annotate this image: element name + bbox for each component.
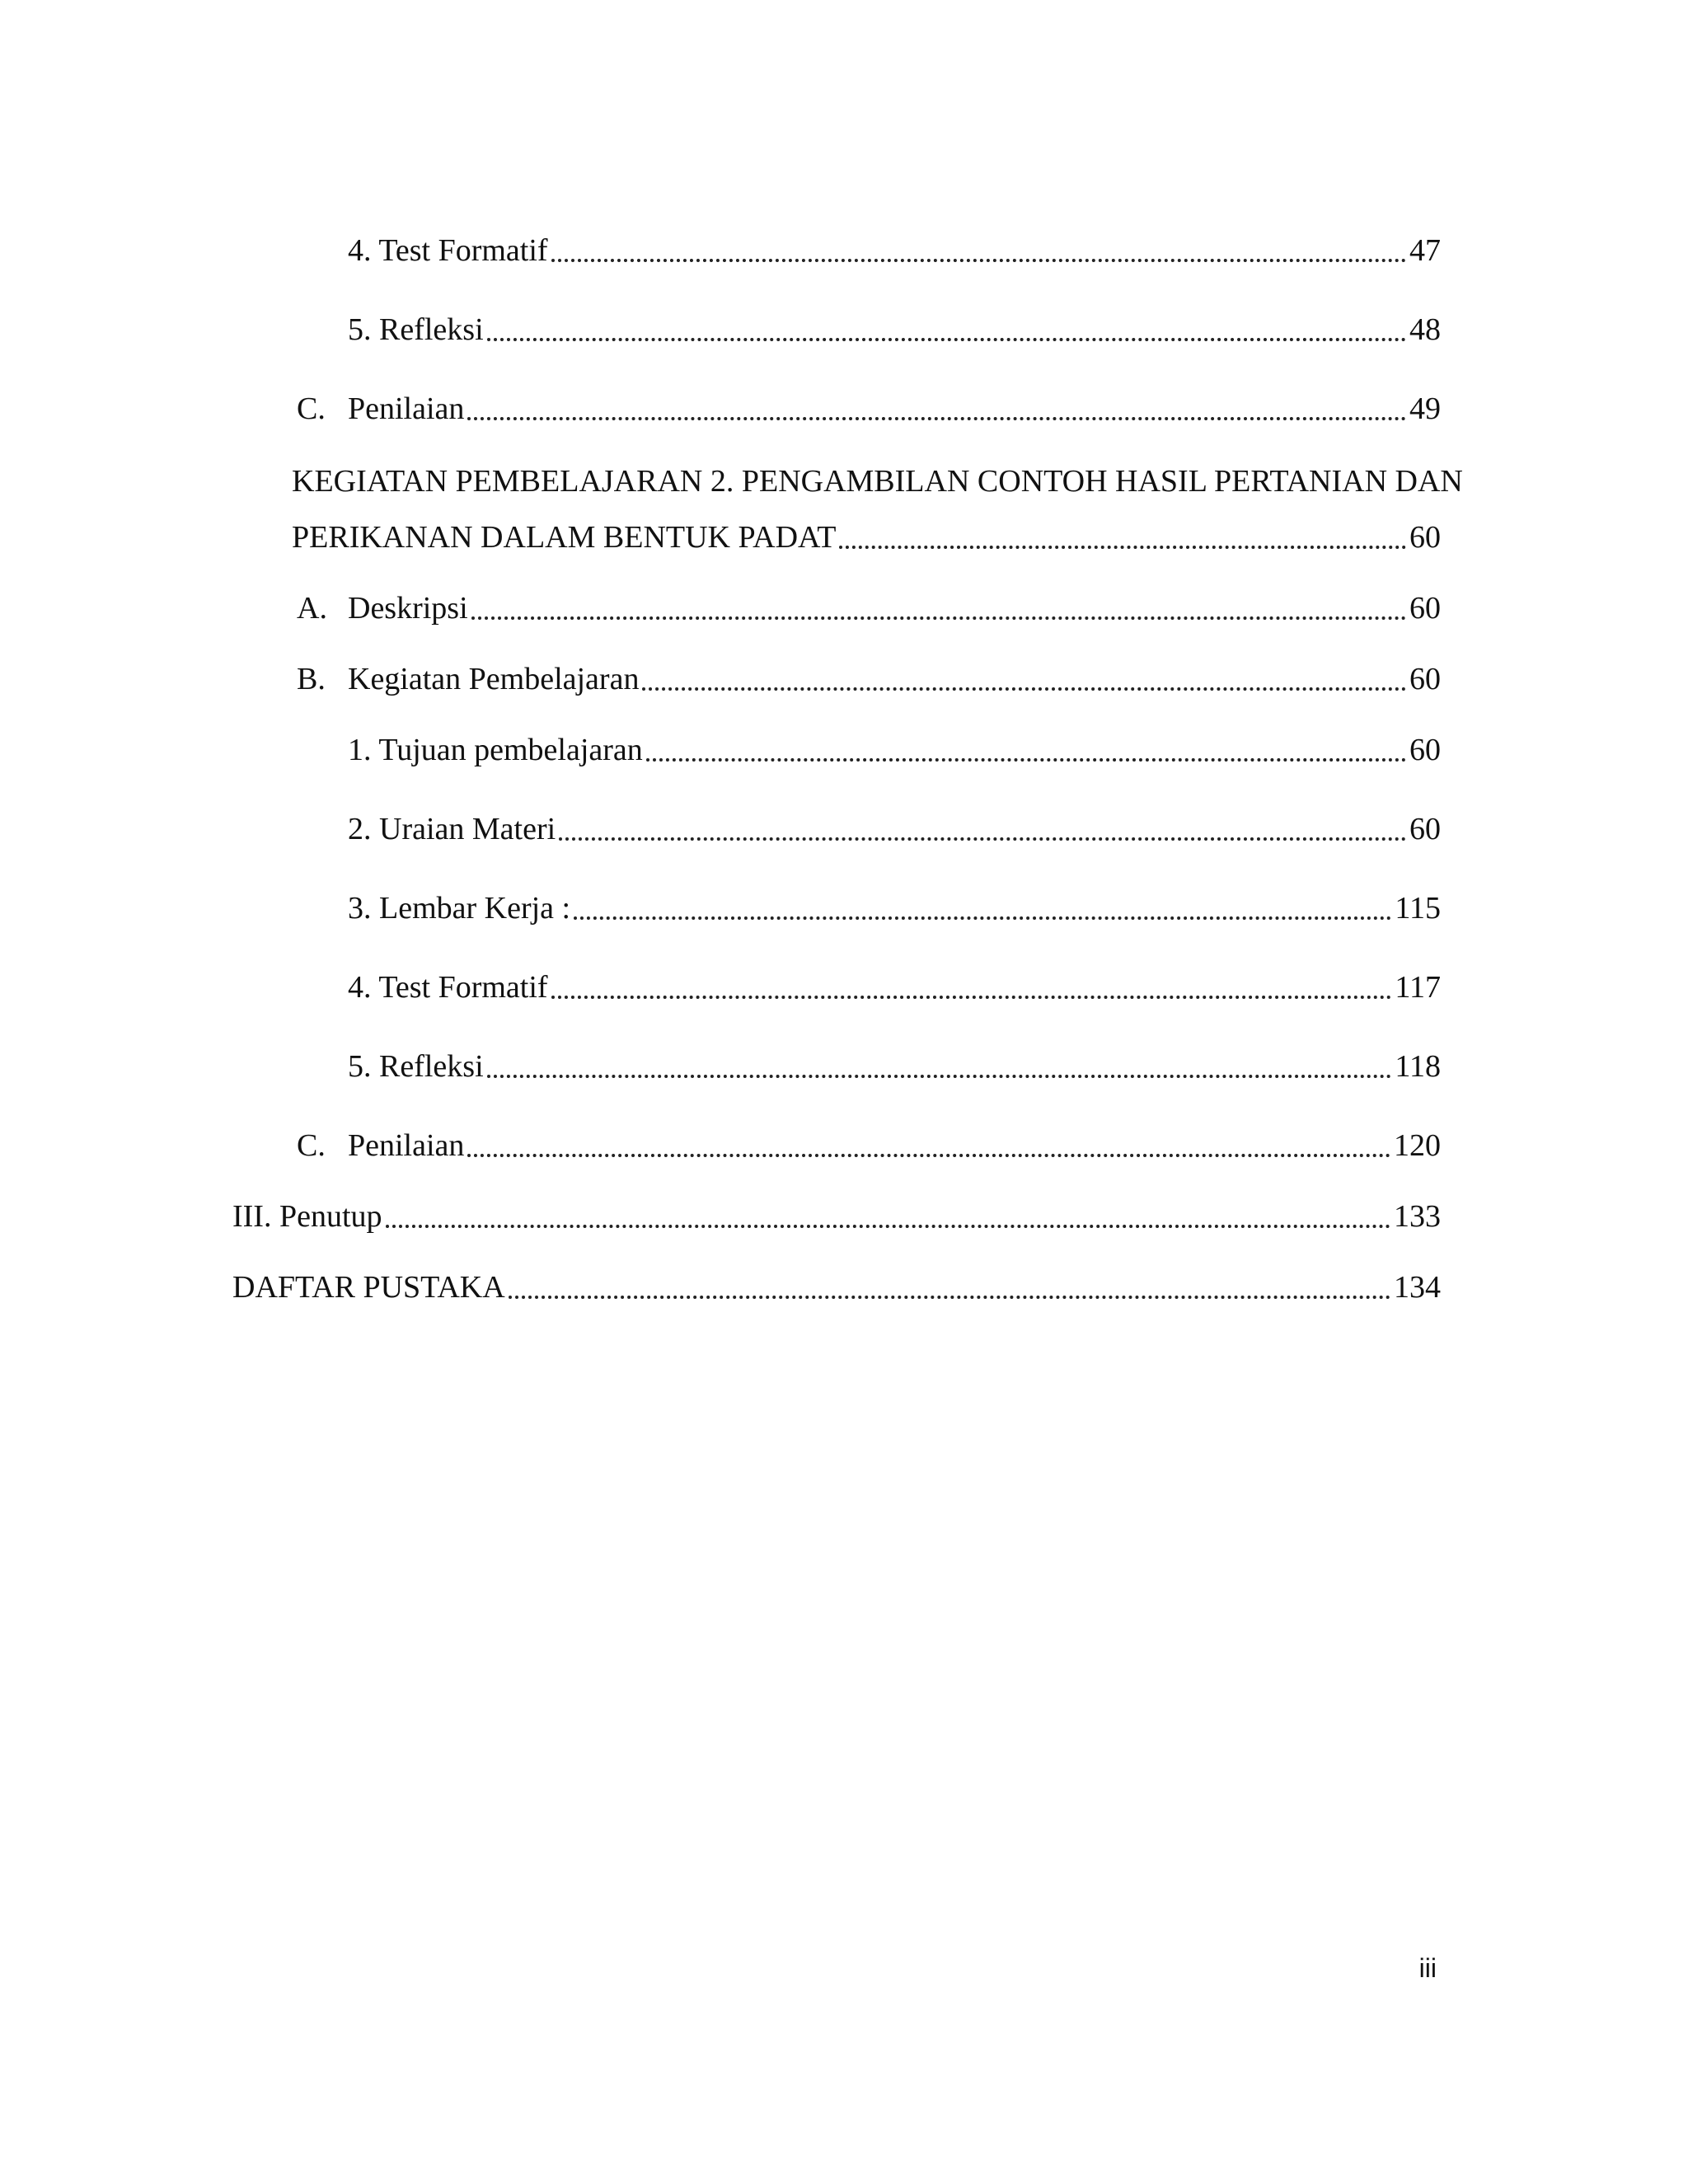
toc-entry-label: DAFTAR PUSTAKA (232, 1270, 505, 1305)
toc-entry-marker: C. (297, 391, 326, 426)
toc-entry-label: 2. Uraian Materi (348, 812, 556, 846)
toc-entry-label: 3. Lembar Kerja : (348, 891, 571, 926)
toc-entry (232, 1264, 1441, 1310)
toc-entry-label: 4. Test Formatif (348, 970, 548, 1005)
toc-entry-label: Penilaian (348, 1128, 465, 1163)
toc-entry-heading-line1: KEGIATAN PEMBELAJARAN 2. PENGAMBILAN CONTOH HASIL PERTANIAN DAN (292, 464, 1463, 499)
toc-entry-page: 60 (1409, 812, 1441, 846)
toc-entry (348, 885, 1441, 931)
toc-entry-page: 60 (1409, 520, 1441, 555)
toc-entry-page: 118 (1395, 1049, 1441, 1084)
dot-leader (386, 1225, 1390, 1228)
dot-leader (467, 417, 1406, 420)
toc-entry-page: 60 (1409, 733, 1441, 767)
dot-leader (839, 546, 1406, 549)
toc-entry-marker: A. (297, 591, 327, 626)
toc-entry-label: 5. Refleksi (348, 1049, 484, 1084)
toc-entry (348, 727, 1441, 773)
toc-entry (297, 656, 1441, 702)
toc-entry-page: 60 (1409, 591, 1441, 626)
toc-entry (348, 806, 1441, 852)
toc-entry (348, 307, 1441, 353)
dot-leader (471, 616, 1406, 620)
toc-entry (292, 514, 1441, 560)
dot-leader (574, 916, 1391, 920)
toc-entry-page: 133 (1394, 1199, 1441, 1234)
toc-entry-label: III. Penutup (232, 1199, 382, 1234)
toc-entry (297, 585, 1441, 631)
toc-entry (348, 227, 1441, 274)
toc-entry-page: 115 (1395, 891, 1441, 926)
toc-entry-page: 47 (1409, 233, 1441, 268)
toc-entry-label: 1. Tujuan pembelajaran (348, 733, 643, 767)
toc-entry-label: Deskripsi (348, 591, 468, 626)
toc-entry (348, 1043, 1441, 1090)
toc-entry-label: 5. Refleksi (348, 312, 484, 347)
page-number: iii (1418, 1953, 1437, 1983)
toc-entry-page: 60 (1409, 662, 1441, 696)
dot-leader (551, 996, 1392, 999)
toc-entry (232, 1193, 1441, 1240)
toc-entry-page: 134 (1394, 1270, 1441, 1305)
toc-entry-label: Penilaian (348, 391, 465, 426)
dot-leader (487, 1075, 1392, 1078)
toc-entry-page: 49 (1409, 391, 1441, 426)
dot-leader (509, 1296, 1390, 1299)
toc-entry (297, 1122, 1441, 1169)
toc-entry-label: Kegiatan Pembelajaran (348, 662, 640, 696)
toc-entry-page: 120 (1394, 1128, 1441, 1163)
dot-leader (487, 338, 1406, 341)
toc-entry-label: 4. Test Formatif (348, 233, 548, 268)
toc-entry-page: 117 (1395, 970, 1441, 1005)
toc-entry-marker: C. (297, 1128, 326, 1163)
toc-entry-marker: B. (297, 662, 326, 696)
toc-entry (297, 386, 1441, 432)
dot-leader (559, 837, 1406, 841)
toc-entry (348, 964, 1441, 1010)
toc-entry-label: PERIKANAN DALAM BENTUK PADAT (292, 520, 837, 555)
dot-leader (642, 687, 1406, 691)
dot-leader (646, 758, 1406, 762)
dot-leader (551, 259, 1406, 262)
dot-leader (467, 1154, 1390, 1157)
toc-entry-page: 48 (1409, 312, 1441, 347)
